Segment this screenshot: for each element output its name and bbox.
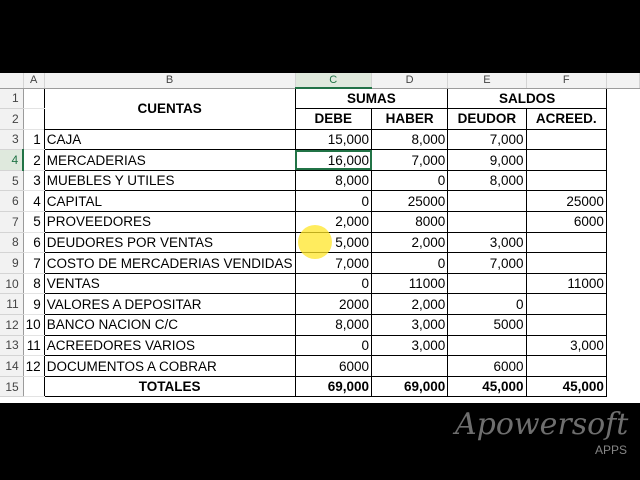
acreedor-cell[interactable] [526, 232, 606, 253]
totals-row [0, 376, 640, 397]
cell[interactable] [606, 88, 639, 109]
column-header-b[interactable]: B [44, 73, 295, 88]
column-header-c[interactable]: C [295, 73, 372, 88]
acreedor-cell[interactable]: 11000 [526, 273, 606, 294]
account-name-cell[interactable]: VENTAS [44, 273, 295, 294]
item-number-cell[interactable]: 4 [23, 191, 44, 212]
deudor-cell[interactable]: 0 [448, 294, 526, 315]
cell[interactable] [606, 170, 639, 191]
deudor-cell[interactable]: 5000 [448, 315, 526, 336]
watermark-sub: APPS [594, 443, 627, 457]
cell[interactable] [606, 294, 639, 315]
totals-label[interactable]: TOTALES [44, 376, 295, 397]
item-number-cell[interactable]: 12 [23, 356, 44, 377]
deudor-cell[interactable]: 6000 [448, 356, 526, 377]
account-name-cell[interactable]: CAJA [44, 129, 295, 150]
item-number-cell[interactable]: 11 [23, 335, 44, 356]
haber-header[interactable]: HABER [372, 109, 448, 130]
haber-cell[interactable]: 3,000 [372, 335, 448, 356]
acreedor-cell[interactable] [526, 356, 606, 377]
column-header-a[interactable]: A [23, 73, 44, 88]
column-header-f[interactable]: F [526, 73, 606, 88]
item-number-cell[interactable]: 6 [23, 232, 44, 253]
deudor-cell[interactable]: 7,000 [448, 129, 526, 150]
cell[interactable] [23, 88, 44, 109]
haber-cell[interactable]: 11000 [372, 273, 448, 294]
account-row [0, 294, 640, 315]
row-header[interactable]: 3 [0, 129, 23, 150]
deudor-header[interactable]: DEUDOR [448, 109, 526, 130]
select-all-corner[interactable] [0, 73, 23, 88]
account-row [0, 150, 640, 171]
top-letterbox [0, 0, 640, 73]
row-header[interactable]: 15 [0, 376, 23, 397]
item-number-cell[interactable]: 5 [23, 212, 44, 233]
account-name-cell[interactable]: DOCUMENTOS A COBRAR [44, 356, 295, 377]
cell[interactable] [606, 273, 639, 294]
debe-cell[interactable]: 5,000 [295, 232, 372, 253]
acreedor-cell[interactable] [526, 129, 606, 150]
cell[interactable] [606, 191, 639, 212]
account-name-cell[interactable]: MERCADERIAS [44, 150, 295, 171]
row-header[interactable]: 10 [0, 273, 23, 294]
cell[interactable] [606, 232, 639, 253]
deudor-cell[interactable]: 7,000 [448, 253, 526, 274]
cell[interactable] [606, 253, 639, 274]
cell[interactable] [606, 129, 639, 150]
haber-cell[interactable]: 7,000 [372, 150, 448, 171]
acreedor-cell[interactable]: 6000 [526, 212, 606, 233]
total-debe[interactable]: 69,000 [295, 376, 372, 397]
row-header[interactable]: 7 [0, 212, 23, 233]
cell[interactable] [606, 212, 639, 233]
deudor-cell[interactable]: 3,000 [448, 232, 526, 253]
debe-cell[interactable]: 7,000 [295, 253, 372, 274]
deudor-cell[interactable] [448, 191, 526, 212]
row-header[interactable]: 1 [0, 88, 23, 109]
item-number-cell[interactable]: 2 [23, 150, 44, 171]
account-name-cell[interactable]: COSTO DE MERCADERIAS VENDIDAS [44, 253, 295, 274]
debe-cell[interactable]: 2000 [295, 294, 372, 315]
item-number-cell[interactable]: 3 [23, 170, 44, 191]
haber-cell[interactable]: 25000 [372, 191, 448, 212]
total-haber[interactable]: 69,000 [372, 376, 448, 397]
acreedor-cell[interactable] [526, 150, 606, 171]
debe-header[interactable]: DEBE [295, 109, 372, 130]
haber-cell[interactable]: 8000 [372, 212, 448, 233]
item-number-cell[interactable]: 1 [23, 129, 44, 150]
account-name-cell[interactable]: VALORES A DEPOSITAR [44, 294, 295, 315]
total-acreedor[interactable]: 45,000 [526, 376, 606, 397]
debe-cell[interactable]: 0 [295, 335, 372, 356]
column-header-e[interactable]: E [448, 73, 526, 88]
cell[interactable] [606, 109, 639, 130]
debe-cell[interactable]: 8,000 [295, 170, 372, 191]
cell[interactable] [606, 376, 639, 397]
deudor-cell[interactable]: 9,000 [448, 150, 526, 171]
account-row [0, 129, 640, 150]
cell[interactable] [606, 356, 639, 377]
acreedor-cell[interactable] [526, 315, 606, 336]
row-header[interactable]: 5 [0, 170, 23, 191]
account-name-cell[interactable]: DEUDORES POR VENTAS [44, 232, 295, 253]
item-number-cell[interactable]: 8 [23, 273, 44, 294]
haber-cell[interactable]: 3,000 [372, 315, 448, 336]
deudor-cell[interactable] [448, 273, 526, 294]
saldos-header[interactable]: SALDOS [448, 88, 607, 109]
haber-cell[interactable]: 0 [372, 170, 448, 191]
acreedor-cell[interactable]: 25000 [526, 191, 606, 212]
deudor-cell[interactable] [448, 335, 526, 356]
cell[interactable] [606, 335, 639, 356]
account-row [0, 170, 640, 191]
row-header[interactable]: 9 [0, 253, 23, 274]
total-deudor[interactable]: 45,000 [448, 376, 526, 397]
row-header[interactable]: 13 [0, 335, 23, 356]
acreedor-header[interactable]: ACREED. [526, 109, 606, 130]
row-header[interactable]: 14 [0, 356, 23, 377]
haber-cell[interactable] [372, 356, 448, 377]
haber-cell[interactable]: 2,000 [372, 232, 448, 253]
account-row [0, 335, 640, 356]
debe-cell[interactable]: 8,000 [295, 315, 372, 336]
mouse-cursor-highlight [298, 225, 332, 259]
row-header[interactable]: 6 [0, 191, 23, 212]
account-name-cell[interactable]: PROVEEDORES [44, 212, 295, 233]
row-header[interactable]: 12 [0, 315, 23, 336]
acreedor-cell[interactable]: 3,000 [526, 335, 606, 356]
acreedor-cell[interactable] [526, 170, 606, 191]
debe-cell[interactable]: 6000 [295, 356, 372, 377]
column-header-row [0, 73, 640, 88]
haber-cell[interactable]: 0 [372, 253, 448, 274]
cell[interactable] [606, 315, 639, 336]
account-row [0, 273, 640, 294]
account-name-cell[interactable]: ACREEDORES VARIOS [44, 335, 295, 356]
debe-cell[interactable]: 0 [295, 273, 372, 294]
cell[interactable] [23, 376, 44, 397]
cuentas-header[interactable]: CUENTAS [44, 88, 295, 129]
watermark-brand: Apowersoft [455, 407, 629, 442]
account-row [0, 315, 640, 336]
row-header[interactable]: 11 [0, 294, 23, 315]
column-header-d[interactable]: D [372, 73, 448, 88]
item-number-cell[interactable]: 7 [23, 253, 44, 274]
debe-cell[interactable]: 15,000 [295, 129, 372, 150]
account-row [0, 191, 640, 212]
spreadsheet-grid [0, 73, 640, 457]
row-header[interactable]: 2 [0, 109, 23, 130]
cell[interactable] [606, 150, 639, 171]
account-name-cell[interactable]: MUEBLES Y UTILES [44, 170, 295, 191]
sumas-header[interactable]: SUMAS [295, 88, 448, 109]
column-header-g[interactable] [606, 73, 639, 88]
haber-cell[interactable]: 2,000 [372, 294, 448, 315]
item-number-cell[interactable]: 9 [23, 294, 44, 315]
row-header[interactable]: 8 [0, 232, 23, 253]
item-number-cell[interactable]: 10 [23, 315, 44, 336]
acreedor-cell[interactable] [526, 253, 606, 274]
haber-cell[interactable]: 8,000 [372, 129, 448, 150]
deudor-cell[interactable]: 8,000 [448, 170, 526, 191]
watermark-logo [455, 407, 635, 467]
deudor-cell[interactable] [448, 212, 526, 233]
debe-cell[interactable]: 16,000 [295, 150, 372, 171]
acreedor-cell[interactable] [526, 294, 606, 315]
debe-cell[interactable]: 0 [295, 191, 372, 212]
cell[interactable] [23, 109, 44, 130]
account-name-cell[interactable]: BANCO NACION C/C [44, 315, 295, 336]
row-header[interactable]: 4 [0, 150, 23, 171]
account-row [0, 356, 640, 377]
debe-cell[interactable]: 2,000 [295, 212, 372, 233]
account-name-cell[interactable]: CAPITAL [44, 191, 295, 212]
